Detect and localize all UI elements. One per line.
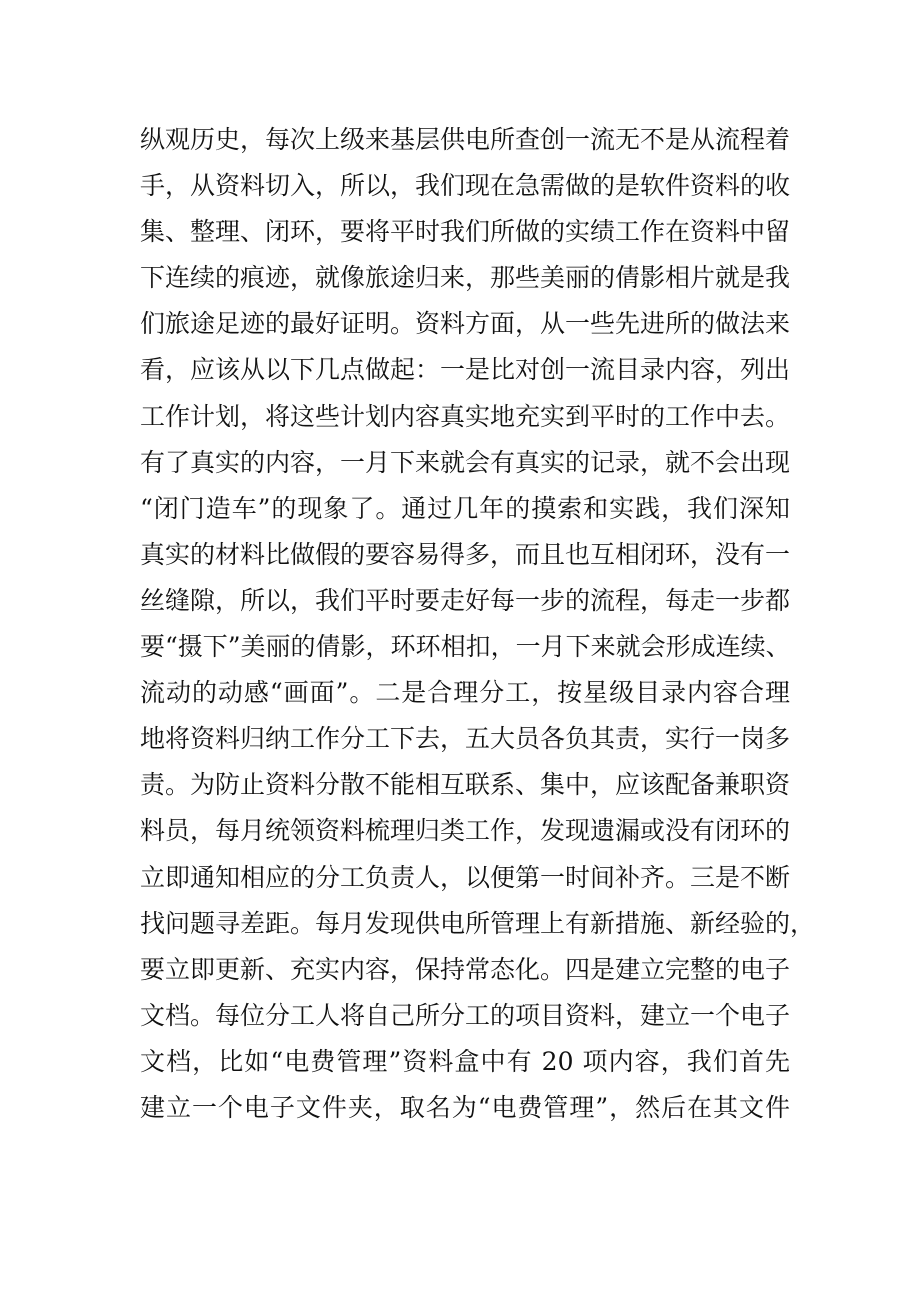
text-line-22: 建立一个电子文件夹，取名为“电费管理”，然后在其文件: [140, 1092, 790, 1122]
text-line-2: 手，从资料切入，所以，我们现在急需做的是软件资料的收: [140, 171, 791, 201]
text-line-18: 找问题寻差距。每月发现供电所管理上有新措施、新经验的，: [140, 908, 816, 938]
text-line-13: 流动的动感“画面”。二是合理分工，按星级目录内容合理: [140, 678, 790, 708]
text-line-12: 要“摄下”美丽的倩影，环环相扣，一月下来就会形成连续、: [140, 632, 791, 662]
text-line-16: 料员，每月统领资料梳理归类工作，发现遗漏或没有闭环的: [140, 816, 791, 846]
text-line-8: 有了真实的内容，一月下来就会有真实的记录，就不会出现: [140, 447, 791, 477]
text-line-1: 纵观历史，每次上级来基层供电所查创一流无不是从流程着: [140, 125, 791, 154]
text-line-21: 文档，比如“电费管理”资料盒中有 20 项内容，我们首先: [140, 1046, 790, 1076]
text-line-7: 工作计划，将这些计划内容真实地充实到平时的工作中去。: [140, 401, 791, 431]
text-line-15: 责。为防止资料分散不能相互联系、集中，应该配备兼职资: [140, 770, 791, 800]
text-line-9: “闭门造车”的现象了。通过几年的摸索和实践，我们深知: [140, 493, 790, 523]
text-line-11: 丝缝隙，所以，我们平时要走好每一步的流程，每走一步都: [140, 585, 791, 615]
text-line-5: 们旅途足迹的最好证明。资料方面，从一些先进所的做法来: [140, 309, 791, 339]
text-line-19: 要立即更新、充实内容，保持常态化。四是建立完整的电子: [140, 954, 791, 984]
text-line-4: 下连续的痕迹，就像旅途归来，那些美丽的倩影相片就是我: [140, 263, 791, 293]
body-paragraph: [140, 125, 816, 1140]
text-line-14: 地将资料归纳工作分工下去，五大员各负其责，实行一岗多: [140, 724, 791, 754]
text-line-6: 看，应该从以下几点做起：一是比对创一流目录内容，列出: [140, 355, 791, 385]
text-line-20: 文档。每位分工人将自己所分工的项目资料，建立一个电子: [140, 1000, 791, 1030]
text-line-3: 集、整理、闭环，要将平时我们所做的实绩工作在资料中留: [140, 217, 791, 247]
text-line-10: 真实的材料比做假的要容易得多，而且也互相闭环，没有一: [140, 539, 791, 569]
text-line-17: 立即通知相应的分工负责人，以便第一时间补齐。三是不断: [140, 862, 791, 892]
